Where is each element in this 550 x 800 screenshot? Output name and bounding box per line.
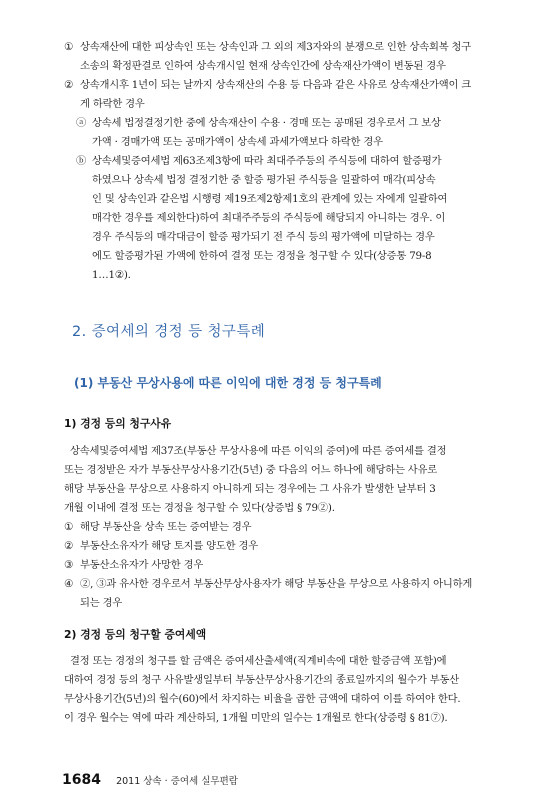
item-text: 1…1②). [92, 269, 131, 281]
item-text: 경우 주식등의 매각대금이 할증 평가되기 전 주식 등의 평가액에 미달하는 경우 [92, 231, 435, 243]
item-text: 상속개시후 1년이 되는 날까지 상속재산의 수용 등 다음과 같은 사유로 상속재산가액이 크 [80, 79, 472, 91]
list-item [64, 537, 472, 556]
list-item-2b [76, 152, 447, 285]
paragraph-line: 개월 이내에 결정 또는 경정을 청구할 수 있다(상증법 § 79②). [64, 502, 335, 514]
item-text: 게 하락한 경우 [80, 98, 145, 110]
paragraph-line: 해당 부동산을 무상으로 사용하지 아니하게 되는 경우에는 그 사유가 발생한 날부터 3 [64, 483, 436, 495]
section-heading: 2. 증여세의 경정 등 청구특례 [72, 324, 266, 340]
list-item [64, 575, 472, 594]
list-item [64, 518, 472, 537]
item-marker: ③ [64, 559, 74, 571]
list-sub1 [64, 518, 472, 613]
paragraph-line: 무상사용기간(5년)의 월수(60)에서 차지하는 비율을 곱한 금액에 대하여 이를 하여야 한다. [64, 693, 461, 705]
list-item-2a [76, 114, 441, 152]
list-item [64, 556, 472, 575]
item-marker: ④ [64, 578, 74, 590]
item-text: 부동산소유자가 사망한 경우 [80, 559, 204, 571]
item-marker: ① [64, 521, 74, 533]
paragraph-line: 이 경우 월수는 역에 따라 계산하되, 1개월 미만의 일수는 1개월로 한다(상증령 § 81⑦). [64, 712, 448, 724]
item-text: 해당 부동산을 상속 또는 증여받는 경우 [80, 521, 252, 533]
item-marker: ① [64, 41, 74, 53]
item-text: ②, ③과 유사한 경우로서 부동산무상사용자가 해당 부동산을 무상으로 사용하지 아니하게 [80, 578, 473, 590]
item-text: 소송의 확정판결로 인하여 상속개시일 현재 상속인간에 상속재산가액이 변동된 경우 [80, 60, 446, 72]
paragraph-1 [64, 442, 446, 518]
item-marker: ⓑ [76, 155, 87, 167]
item-text: 에도 할증평가된 가액에 한하여 결정 또는 경정을 청구할 수 있다(상증통 79-8 [92, 250, 432, 262]
item-text: 부동산소유자가 해당 토지를 양도한 경우 [80, 540, 258, 552]
item-text: 하였으나 상속세 법정 결정기한 중 할증 평가된 주식등을 일괄하여 매각(피상속 [92, 174, 436, 186]
item-text: 가액 · 경매가액 또는 공매가액이 상속세 과세가액보다 하락한 경우 [92, 136, 383, 148]
sub-heading-1: 1) 경정 등의 청구사유 [64, 417, 172, 430]
paragraph-line: 대하여 경정 등의 청구 사유발생일부터 부동산무상사용기간의 종료일까지의 월수가 부동산 [64, 674, 459, 686]
item-marker: ② [64, 540, 74, 552]
item-text: 상속세 법정결정기한 중에 상속재산이 수용 · 경매 또는 공매된 경우로서 그 보상 [92, 117, 441, 129]
paragraph-line: 또는 경정받은 자가 부동산무상사용기간(5년) 중 다음의 어느 하나에 해당하는 사유로 [64, 464, 438, 476]
item-marker: ⓐ [76, 117, 87, 129]
sub-heading-2: 2) 경정 등의 청구할 증여세액 [64, 628, 207, 641]
page-footer [62, 769, 238, 788]
page-number: 1684 [62, 772, 101, 788]
paragraph-line: 상속세및증여세법 제37조(부동산 무상사용에 따른 이익의 증여)에 따른 증여세를 결정 [70, 445, 447, 457]
subsection-heading: (1) 부동산 무상사용에 따른 이익에 대한 경정 등 청구특례 [74, 376, 382, 390]
item-text: 상속재산에 대한 피상속인 또는 상속인과 그 외의 제3자와의 분쟁으로 인한 상속회복 청구 [80, 41, 472, 53]
list-item-1 [64, 38, 471, 76]
list-item-2 [64, 76, 471, 114]
paragraph-2 [64, 652, 460, 728]
item-text: 매각한 경우를 제외한다)하여 최대주주등의 주식등에 해당되지 아니하는 경우. 이 [92, 212, 446, 224]
item-text: 되는 경우 [80, 597, 123, 609]
item-text: 상속세및증여세법 제63조제3항에 따라 최대주주등의 주식등에 대하여 할증평가 [92, 155, 442, 167]
item-marker: ② [64, 79, 74, 91]
book-title: 2011 상속 · 증여세 실무편람 [116, 776, 238, 787]
paragraph-line: 결정 또는 경정의 청구를 할 금액은 증여세산출세액(직계비속에 대한 할증금액 포함)에 [70, 655, 447, 667]
item-text: 인 및 상속인과 같은법 시행령 제19조제2항제1호의 관계에 있는 자에게 일괄하여 [92, 193, 448, 205]
